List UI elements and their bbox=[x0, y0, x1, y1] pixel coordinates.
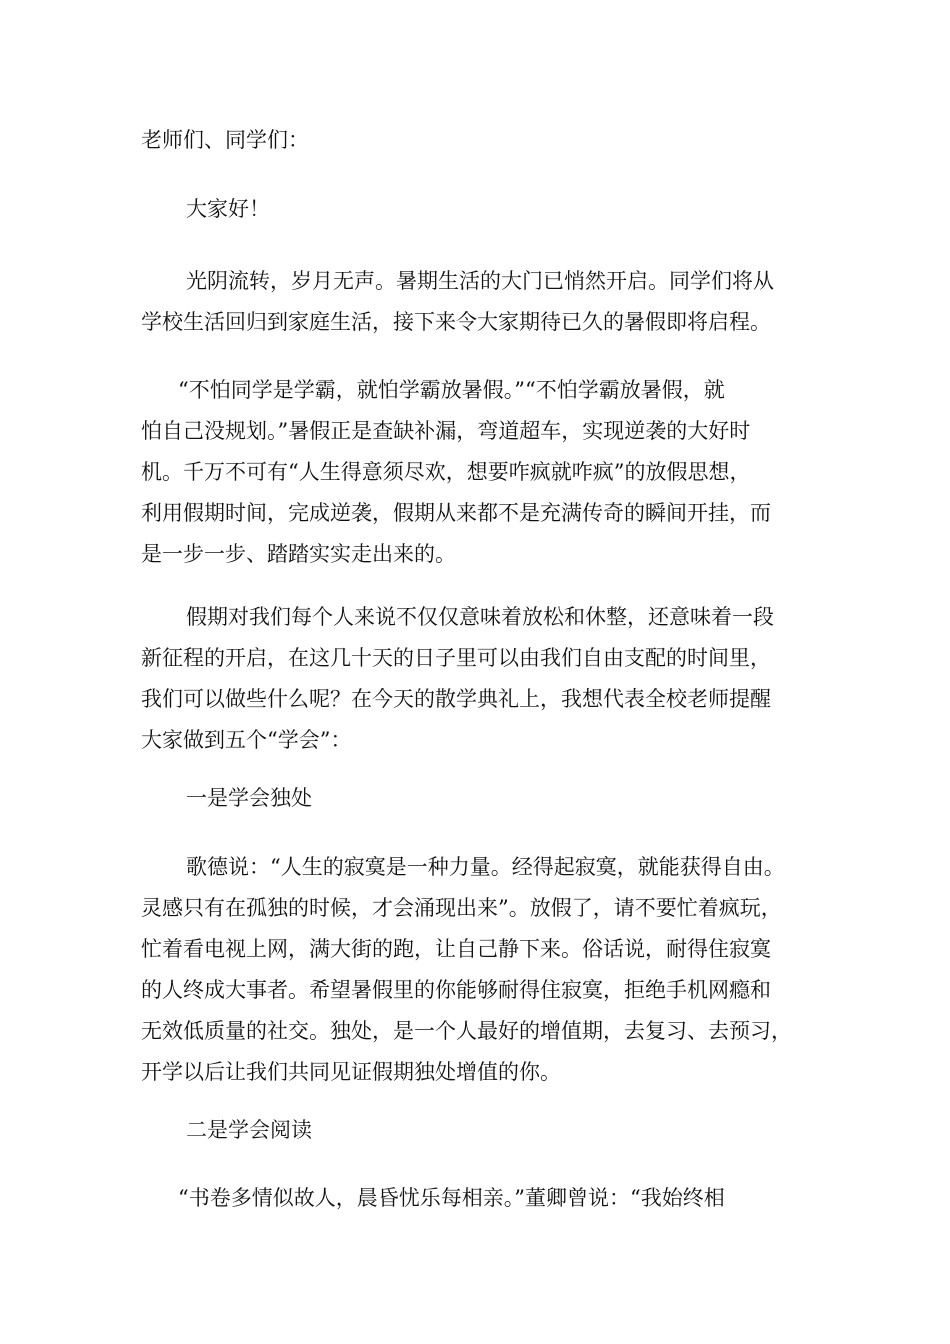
paragraph-line: “书卷多情似故人，晨昏忧乐每相亲。”董卿曾说：“我始终相 bbox=[178, 1186, 725, 1210]
paragraph-5 bbox=[141, 1178, 821, 1219]
paragraph-line: 开学以后让我们共同见证假期独处增值的你。 bbox=[141, 1060, 561, 1084]
paragraph-line: 歌德说：“人生的寂寞是一种力量。经得起寂寞，就能获得自由。 bbox=[186, 855, 785, 879]
greeting bbox=[141, 120, 821, 161]
paragraph-line: 利用假期时间，完成逆袭，假期从来都不是充满传奇的瞬间开挂，而 bbox=[141, 501, 771, 525]
paragraph-line: 机。千万不可有“人生得意须尽欢，想要咋疯就咋疯”的放假思想， bbox=[141, 460, 751, 484]
section-heading-1 bbox=[141, 778, 821, 819]
section-heading-2 bbox=[141, 1110, 821, 1151]
paragraph-line: 光阴流转，岁月无声。暑期生活的大门已悄然开启。同学们将从 bbox=[186, 269, 774, 293]
greeting-text: 老师们、同学们： bbox=[141, 128, 309, 152]
paragraph-line: 我们可以做些什么呢？在今天的散学典礼上，我想代表全校老师提醒 bbox=[141, 687, 771, 711]
paragraph-1 bbox=[141, 261, 821, 343]
paragraph-line: 大家做到五个“学会”： bbox=[141, 728, 352, 752]
paragraph-3 bbox=[141, 597, 821, 761]
paragraph-line: “不怕同学是学霸，就怕学霸放暑假。”“不怕学霸放暑假，就 bbox=[178, 378, 725, 402]
paragraph-line: 的人终成大事者。希望暑假里的你能够耐得住寂寞，拒绝手机网瘾和 bbox=[141, 978, 771, 1002]
paragraph-4 bbox=[141, 847, 821, 1093]
salutation bbox=[141, 189, 821, 230]
paragraph-line: 新征程的开启，在这几十天的日子里可以由我们自由支配的时间里， bbox=[141, 646, 771, 670]
paragraph-line: 学校生活回归到家庭生活，接下来令大家期待已久的暑假即将启程。 bbox=[141, 310, 771, 334]
paragraph-line: 假期对我们每个人来说不仅仅意味着放松和休整，还意味着一段 bbox=[186, 605, 774, 629]
salutation-text: 大家好！ bbox=[186, 197, 270, 221]
paragraph-2 bbox=[141, 370, 821, 575]
paragraph-line: 怕自己没规划。”暑假正是查缺补漏，弯道超车，实现逆袭的大好时 bbox=[141, 419, 751, 443]
paragraph-line: 是一步一步、踏踏实实走出来的。 bbox=[141, 542, 456, 566]
section-heading-text: 一是学会独处 bbox=[186, 786, 312, 810]
section-heading-text: 二是学会阅读 bbox=[186, 1118, 312, 1142]
paragraph-line: 灵感只有在孤独的时候，才会涌现出来”。放假了，请不要忙着疯玩， bbox=[141, 896, 782, 920]
paragraph-line: 无效低质量的社交。独处，是一个人最好的增值期，去复习、去预习， bbox=[141, 1019, 792, 1043]
paragraph-line: 忙着看电视上网，满大街的跑，让自己静下来。俗话说，耐得住寂寞 bbox=[141, 937, 771, 961]
